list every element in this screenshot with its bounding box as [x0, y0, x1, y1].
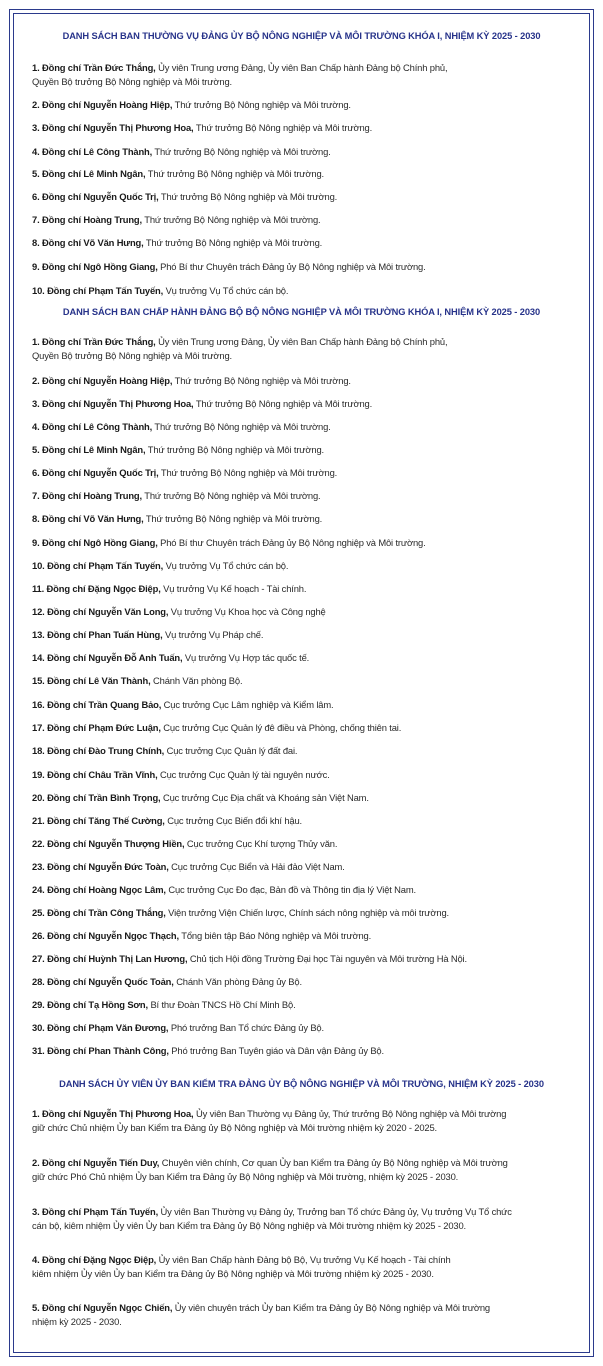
member-name: Đồng chí Hoàng Trung,: [42, 214, 142, 225]
member-name: Đồng chí Trần Đức Thắng,: [42, 62, 156, 73]
member-position: Cục trưởng Cục Biển và Hải đảo Việt Nam.: [171, 861, 345, 872]
member-position: Thứ trưởng Bộ Nông nghiệp và Môi trường.: [195, 398, 373, 409]
item-number: 15.: [32, 675, 45, 686]
item-number: 1.: [32, 336, 40, 347]
item-number: 29.: [32, 999, 45, 1010]
member-position: Phó trưởng Ban Tổ chức Đảng ủy Bộ.: [170, 1022, 324, 1033]
item-number: 19.: [32, 769, 45, 780]
member-name: Đồng chí Lê Minh Ngân,: [42, 444, 146, 455]
member-name: Đồng chí Đào Trung Chính,: [47, 745, 165, 756]
member-name: Đồng chí Nguyễn Tiến Duy,: [42, 1157, 160, 1168]
member-position: Thứ trưởng Bộ Nông nghiệp và Môi trường.: [144, 214, 321, 225]
item-number: 2.: [32, 1157, 40, 1168]
member-position: Ủy viên chuyên trách Ủy ban Kiểm tra Đảng ủy Bộ Nông nghiệp và Môi trường: [174, 1302, 490, 1313]
item-number: 2.: [32, 375, 40, 386]
item-number: 9.: [32, 261, 40, 272]
list-item: [32, 1156, 572, 1184]
item-number: 3.: [32, 398, 40, 409]
member-position-continued: giữ chức Phó Chủ nhiệm Ủy ban Kiểm tra Đảng ủy Bộ Nông nghiệp và Môi trường, nhiệm kỳ 2025 - 2030.: [32, 1171, 459, 1182]
list-item: [32, 605, 572, 619]
member-number-name: [32, 99, 172, 110]
member-position: Chủ tịch Hội đồng Trường Đại học Tài nguyên và Môi trường Hà Nội.: [189, 953, 467, 964]
member-number-name: [32, 444, 145, 455]
item-number: 5.: [32, 1302, 40, 1313]
member-number-name: [32, 769, 158, 780]
member-name: Đồng chí Võ Văn Hưng,: [42, 513, 144, 524]
member-position: Thứ trưởng Bộ Nông nghiệp và Môi trường.: [174, 375, 351, 386]
member-name: Đồng chí Nguyễn Thị Phương Hoa,: [42, 122, 194, 133]
member-number-name: [32, 815, 165, 826]
member-name: Đồng chí Tăng Thế Cường,: [47, 815, 165, 826]
member-name: Đồng chí Đặng Ngọc Điệp,: [46, 583, 161, 594]
member-number-name: [32, 792, 161, 803]
item-number: 9.: [32, 537, 40, 548]
member-position-continued: cán bộ, kiêm nhiệm Ủy viên Ủy ban Kiểm tra Đảng ủy Bộ Nông nghiệp và Môi trường nhiệm kỳ 2025 - 2030.: [32, 1220, 466, 1231]
item-number: 22.: [32, 838, 45, 849]
member-position-continued: nhiệm kỳ 2025 - 2030.: [32, 1316, 122, 1327]
item-number: 21.: [32, 815, 45, 826]
member-number-name: [32, 261, 158, 272]
member-position: Thứ trưởng Bộ Nông nghiệp và Môi trường.: [160, 191, 338, 202]
member-number-name: [32, 1022, 168, 1033]
member-position: Ủy viên Trung ương Đảng, Ủy viên Ban Chấp hành Đảng bộ Chính phủ,: [158, 62, 448, 73]
list-item: [32, 1205, 572, 1233]
item-number: 7.: [32, 214, 40, 225]
item-number: 10.: [32, 560, 45, 571]
item-number: 1.: [32, 1108, 40, 1119]
member-number-name: [32, 191, 159, 202]
item-number: 26.: [32, 930, 45, 941]
list-item: [32, 443, 572, 457]
item-number: 12.: [32, 606, 45, 617]
list-item: [32, 952, 572, 966]
member-position: Thứ trưởng Bộ Nông nghiệp và Môi trường.: [160, 467, 338, 478]
member-name: Đồng chí Huỳnh Thị Lan Hương,: [47, 953, 188, 964]
list-item: [32, 190, 572, 204]
member-number-name: [32, 838, 184, 849]
item-number: 31.: [32, 1045, 45, 1056]
member-position: Thứ trưởng Bộ Nông nghiệp và Môi trường.: [154, 146, 331, 157]
list-item: [32, 698, 572, 712]
member-name: Đồng chí Nguyễn Ngọc Chiến,: [42, 1302, 173, 1313]
member-name: Đồng chí Nguyễn Hoàng Hiệp,: [42, 99, 173, 110]
list-item: [32, 860, 572, 874]
member-number-name: [32, 629, 163, 640]
member-position: Ủy viên Trung ương Đảng, Ủy viên Ban Chấp hành Đảng bộ Chính phủ,: [158, 336, 448, 347]
member-position: Ủy viên Ban Thường vụ Đảng ủy, Trưởng ban Tổ chức Đảng ủy, Vụ trưởng Vụ Tổ chức: [160, 1206, 512, 1217]
member-position: Vụ trưởng Vụ Khoa học và Công nghệ: [170, 606, 326, 617]
item-number: 25.: [32, 907, 45, 918]
member-name: Đồng chí Ngô Hồng Giang,: [42, 261, 158, 272]
list-item: [32, 536, 572, 550]
member-name: Đồng chí Lê Công Thành,: [42, 146, 153, 157]
list-item: [32, 397, 572, 411]
item-number: 24.: [32, 884, 45, 895]
member-name: Đồng chí Trần Đức Thắng,: [42, 336, 156, 347]
member-name: Đồng chí Nguyễn Quốc Trị,: [42, 467, 159, 478]
member-number-name: [32, 583, 161, 594]
list-item: [32, 260, 572, 274]
item-number: 28.: [32, 976, 45, 987]
member-position: Thứ trưởng Bộ Nông nghiệp và Môi trường.: [147, 444, 325, 455]
item-number: 8.: [32, 513, 40, 524]
list-item: [32, 768, 572, 782]
item-number: 4.: [32, 1254, 40, 1265]
list-item: [32, 998, 572, 1012]
list-item: [32, 213, 572, 227]
list-item: [32, 121, 572, 135]
list-item: [32, 929, 572, 943]
member-name: Đồng chí Nguyễn Đỗ Anh Tuấn,: [47, 652, 183, 663]
member-number-name: [32, 606, 168, 617]
item-number: 5.: [32, 168, 40, 179]
list-item: [32, 61, 572, 89]
member-position: Thứ trưởng Bộ Nông nghiệp và Môi trường.: [145, 237, 323, 248]
member-name: Đồng chí Võ Văn Hưng,: [42, 237, 144, 248]
member-position: Tổng biên tập Báo Nông nghiệp và Môi trường.: [181, 930, 372, 941]
member-name: Đồng chí Phạm Tấn Tuyến,: [47, 285, 164, 296]
list-item: [32, 975, 572, 989]
member-number-name: [32, 884, 166, 895]
list-item: [32, 1107, 572, 1135]
item-number: 20.: [32, 792, 45, 803]
item-number: 17.: [32, 722, 45, 733]
member-number-name: [32, 675, 151, 686]
item-number: 18.: [32, 745, 45, 756]
member-position: Cục trưởng Cục Quản lý đất đai.: [166, 745, 298, 756]
list-item: [32, 674, 572, 688]
list-item: [32, 883, 572, 897]
member-name: Đồng chí Phạm Văn Đương,: [47, 1022, 169, 1033]
item-number: 30.: [32, 1022, 45, 1033]
item-number: 6.: [32, 467, 40, 478]
list-item: [32, 1021, 572, 1035]
member-position: Vụ trưởng Vụ Hợp tác quốc tế.: [184, 652, 310, 663]
member-position: Thứ trưởng Bộ Nông nghiệp và Môi trường.: [147, 168, 325, 179]
member-number-name: [32, 421, 152, 432]
member-number-name: [32, 1045, 169, 1056]
member-name: Đồng chí Châu Trần Vĩnh,: [47, 769, 158, 780]
item-number: 10.: [32, 285, 45, 296]
member-position: Cục trưởng Cục Biến đổi khí hậu.: [167, 815, 302, 826]
member-name: Đồng chí Trần Công Thắng,: [47, 907, 166, 918]
member-number-name: [32, 62, 156, 73]
member-name: Đồng chí Lê Công Thành,: [42, 421, 153, 432]
list-item: [32, 837, 572, 851]
member-position: Thứ trưởng Bộ Nông nghiệp và Môi trường.: [195, 122, 373, 133]
member-number-name: [32, 861, 169, 872]
member-number-name: [32, 722, 161, 733]
member-name: Đồng chí Phạm Đức Luận,: [47, 722, 161, 733]
list-item: [32, 744, 572, 758]
member-position: Cục trưởng Cục Lâm nghiệp và Kiểm lâm.: [163, 699, 334, 710]
member-position: Bí thư Đoàn TNCS Hồ Chí Minh Bộ.: [150, 999, 296, 1010]
list-item: [32, 420, 572, 434]
member-position: Thứ trưởng Bộ Nông nghiệp và Môi trường.: [154, 421, 331, 432]
item-number: 2.: [32, 99, 40, 110]
item-number: 11.: [32, 583, 45, 594]
member-number-name: [32, 953, 187, 964]
list-item: [32, 512, 572, 526]
member-number-name: [32, 560, 163, 571]
member-name: Đồng chí Nguyễn Đức Toàn,: [47, 861, 169, 872]
member-number-name: [32, 146, 152, 157]
member-name: Đồng chí Nguyễn Hoàng Hiệp,: [42, 375, 173, 386]
item-number: 13.: [32, 629, 45, 640]
member-position: Phó Bí thư Chuyên trách Đảng ủy Bộ Nông nghiệp và Môi trường.: [160, 537, 426, 548]
member-number-name: [32, 336, 156, 347]
list-item: [32, 1301, 572, 1329]
member-position: Vụ trưởng Vụ Kế hoạch - Tài chính.: [163, 583, 307, 594]
list-item: [32, 628, 572, 642]
member-position: Phó trưởng Ban Tuyên giáo và Dân vận Đảng ủy Bộ.: [171, 1045, 384, 1056]
member-position: Chuyên viên chính, Cơ quan Ủy ban Kiểm tra Đảng ủy Bộ Nông nghiệp và Môi trường: [161, 1157, 508, 1168]
member-position: Chánh Văn phòng Đảng ủy Bộ.: [176, 976, 302, 987]
list-item: [32, 489, 572, 503]
member-number-name: [32, 214, 142, 225]
member-number-name: [32, 285, 163, 296]
member-name: Đồng chí Ngô Hồng Giang,: [42, 537, 158, 548]
item-number: 14.: [32, 652, 45, 663]
member-position-continued: Quyền Bộ trưởng Bộ Nông nghiệp và Môi trường.: [32, 350, 232, 361]
member-number-name: [32, 375, 172, 386]
item-number: 8.: [32, 237, 40, 248]
member-position: Cục trưởng Cục Đo đạc, Bản đồ và Thông tin địa lý Việt Nam.: [168, 884, 416, 895]
list-item: [32, 651, 572, 665]
member-number-name: [32, 999, 148, 1010]
list-item: [32, 167, 572, 181]
list-item: [32, 236, 572, 250]
item-number: 4.: [32, 421, 40, 432]
list-item: [32, 1044, 572, 1058]
member-position: Ủy viên Ban Chấp hành Đảng bộ Bộ, Vụ trưởng Vụ Kế hoạch - Tài chính: [158, 1254, 451, 1265]
member-name: Đồng chí Phạm Tấn Tuyến,: [42, 1206, 159, 1217]
member-position: Chánh Văn phòng Bộ.: [153, 675, 243, 686]
member-name: Đồng chí Hoàng Trung,: [42, 490, 142, 501]
list-item: [32, 145, 572, 159]
member-name: Đồng chí Nguyễn Văn Long,: [47, 606, 169, 617]
member-number-name: [32, 168, 145, 179]
item-number: 3.: [32, 1206, 40, 1217]
member-name: Đồng chí Tạ Hồng Sơn,: [47, 999, 148, 1010]
member-number-name: [32, 907, 166, 918]
item-number: 6.: [32, 191, 40, 202]
list-item: [32, 284, 572, 298]
member-name: Đồng chí Nguyễn Thượng Hiền,: [47, 838, 185, 849]
member-name: Đồng chí Nguyễn Ngọc Thạch,: [47, 930, 179, 941]
list-item: [32, 906, 572, 920]
list-item: [32, 374, 572, 388]
member-position: Cục trưởng Cục Quản lý tài nguyên nước.: [160, 769, 330, 780]
item-number: 5.: [32, 444, 40, 455]
member-name: Đồng chí Đặng Ngọc Điệp,: [42, 1254, 157, 1265]
member-number-name: [32, 1108, 194, 1119]
member-name: Đồng chí Nguyễn Thị Phương Hoa,: [42, 398, 194, 409]
member-number-name: [32, 1157, 159, 1168]
member-name: Đồng chí Nguyễn Quốc Toản,: [47, 976, 174, 987]
member-number-name: [32, 930, 179, 941]
list-item: [32, 582, 572, 596]
item-number: 16.: [32, 699, 45, 710]
member-position: Vụ trưởng Vụ Pháp chế.: [165, 629, 264, 640]
member-position: Vụ trưởng Vụ Tổ chức cán bộ.: [165, 285, 289, 296]
member-position: Cục trưởng Cục Địa chất và Khoáng sản Việt Nam.: [162, 792, 369, 803]
member-position: Vụ trưởng Vụ Tổ chức cán bộ.: [165, 560, 289, 571]
member-position-continued: giữ chức Chủ nhiệm Ủy ban Kiểm tra Đảng ủy Bộ Nông nghiệp và Môi trường nhiệm kỳ 2020 - 2025.: [32, 1122, 437, 1133]
member-number-name: [32, 1302, 172, 1313]
member-number-name: [32, 745, 164, 756]
member-position: Ủy viên Ban Thường vụ Đảng ủy, Thứ trưởng Bộ Nông nghiệp và Môi trường: [195, 1108, 507, 1119]
item-number: 4.: [32, 146, 40, 157]
list-item: [32, 1253, 572, 1281]
member-position: Thứ trưởng Bộ Nông nghiệp và Môi trường.: [145, 513, 323, 524]
list-item: [32, 559, 572, 573]
member-number-name: [32, 1206, 158, 1217]
member-number-name: [32, 490, 142, 501]
member-position: Thứ trưởng Bộ Nông nghiệp và Môi trường.: [144, 490, 321, 501]
member-name: Đồng chí Phạm Tấn Tuyến,: [47, 560, 164, 571]
member-position-continued: Quyền Bộ trưởng Bộ Nông nghiệp và Môi trường.: [32, 76, 232, 87]
member-number-name: [32, 513, 144, 524]
member-position: Phó Bí thư Chuyên trách Đảng ủy Bộ Nông nghiệp và Môi trường.: [160, 261, 426, 272]
member-number-name: [32, 699, 161, 710]
list-item: [32, 98, 572, 112]
section-title-inspection-committee: DANH SÁCH ỦY VIÊN ỦY BAN KIỂM TRA ĐẢNG ỦY BỘ NÔNG NGHIỆP VÀ MÔI TRƯỜNG, NHIỆM KỲ 2025 - 2030: [59, 1079, 544, 1089]
item-number: 3.: [32, 122, 40, 133]
member-name: Đồng chí Phan Tuấn Hùng,: [47, 629, 163, 640]
member-name: Đồng chí Nguyễn Thị Phương Hoa,: [42, 1108, 194, 1119]
member-number-name: [32, 1254, 156, 1265]
member-name: Đồng chí Trần Bình Trọng,: [47, 792, 161, 803]
member-position: Cục trưởng Cục Khí tượng Thủy văn.: [186, 838, 338, 849]
member-name: Đồng chí Trần Quang Bảo,: [47, 699, 162, 710]
section-title-executive-committee: DANH SÁCH BAN CHẤP HÀNH ĐẢNG BỘ BỘ NÔNG NGHIỆP VÀ MÔI TRƯỜNG KHÓA I, NHIỆM KỲ 2025 - 2030: [62, 307, 541, 317]
member-name: Đồng chí Lê Văn Thành,: [47, 675, 151, 686]
member-number-name: [32, 652, 182, 663]
member-position-continued: kiêm nhiệm Ủy viên Ủy ban Kiểm tra Đảng ủy Bộ Nông nghiệp và Môi trường nhiệm kỳ 2025 - 2030.: [32, 1268, 434, 1279]
member-number-name: [32, 537, 158, 548]
item-number: 7.: [32, 490, 40, 501]
member-number-name: [32, 467, 159, 478]
item-number: 27.: [32, 953, 45, 964]
member-name: Đồng chí Phan Thành Công,: [47, 1045, 169, 1056]
list-item: [32, 791, 572, 805]
member-number-name: [32, 237, 144, 248]
member-name: Đồng chí Lê Minh Ngân,: [42, 168, 146, 179]
member-position: Thứ trưởng Bộ Nông nghiệp và Môi trường.: [174, 99, 351, 110]
item-number: 23.: [32, 861, 45, 872]
item-number: 1.: [32, 62, 40, 73]
member-name: Đồng chí Hoàng Ngọc Lâm,: [47, 884, 166, 895]
member-number-name: [32, 122, 194, 133]
section-title-standing-committee: DANH SÁCH BAN THƯỜNG VỤ ĐẢNG ỦY BỘ NÔNG NGHIỆP VÀ MÔI TRƯỜNG KHÓA I, NHIỆM KỲ 2025 - 2030: [62, 31, 541, 41]
list-item: [32, 721, 572, 735]
member-position: Cục trưởng Cục Quản lý đê điều và Phòng, chống thiên tai.: [163, 722, 402, 733]
list-item: [32, 466, 572, 480]
list-item: [32, 335, 572, 363]
member-position: Viện trưởng Viện Chiến lược, Chính sách nông nghiệp và môi trường.: [168, 907, 450, 918]
list-item: [32, 814, 572, 828]
member-number-name: [32, 398, 194, 409]
member-number-name: [32, 976, 174, 987]
member-name: Đồng chí Nguyễn Quốc Trị,: [42, 191, 159, 202]
